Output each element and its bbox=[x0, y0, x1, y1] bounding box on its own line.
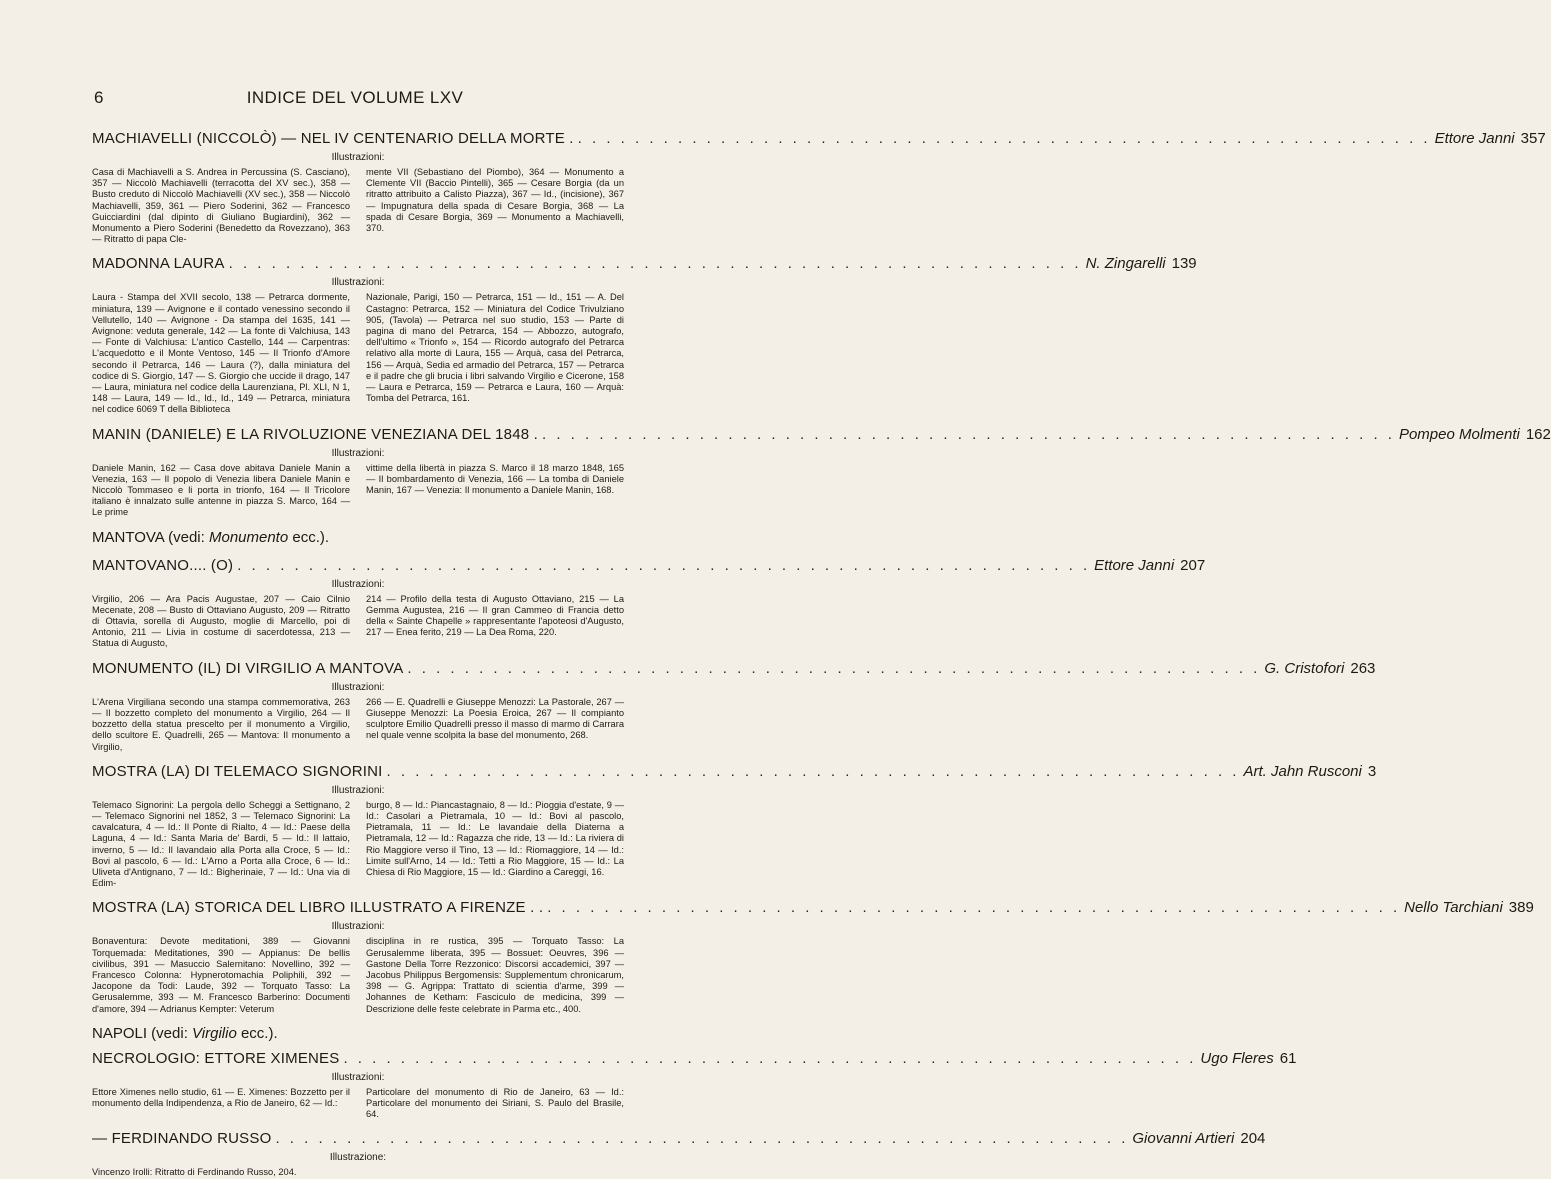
illustrations-left-column: Virgilio, 206 — Ara Pacis Augustae, 207 — Caio Cilnio Mecenate, 208 — Busto di Ottaviano Augusto, 209 — Ritratto di Ottavia, sorella di Augusto, moglie di Marcello, poi di Antonio, 211 — Livia in costume di sacerdotessa, 213 — Statua di Augusto, bbox=[92, 593, 350, 649]
illustrations-label: Illustrazioni: bbox=[331, 447, 385, 459]
illustrations-label: Illustrazioni: bbox=[331, 784, 385, 796]
entry-author: Ettore Janni bbox=[1434, 130, 1515, 147]
entry-title: MACHIAVELLI (NICCOLÒ) — NEL IV CENTENARIO DELLA MORTE . bbox=[92, 130, 574, 147]
entry-title-reference: Monumento bbox=[208, 528, 289, 546]
illustrations-right-column: Particolare del monumento di Rio de Janeiro, 63 — Id.: Particolare del monumento dei Siriani, S. Paulo del Brasile, 64. bbox=[366, 1086, 624, 1120]
entry-heading bbox=[92, 1049, 1297, 1068]
index-entry bbox=[92, 762, 1377, 890]
entry-author: G. Cristofori bbox=[1264, 659, 1345, 677]
entry-title: NECROLOGIO: ETTORE XIMENES bbox=[92, 1049, 340, 1067]
entry-page: 357 bbox=[1520, 130, 1546, 147]
index-entry bbox=[92, 898, 1534, 1014]
entry-page: 139 bbox=[1171, 255, 1197, 273]
index-entry bbox=[92, 659, 1376, 753]
illustrations-left-column: Bonaventura: Devote meditationi, 389 — Giovanni Torquemada: Meditationes, 390 — Appianus: De bellis civilibus, 391 — Masuccio Salernitano: Novellino, 392 — Francesco Colonna: Hypnerotomachia Poliphili, 392 — Jacopone da Todi: Laude, 392 — Torquato Tasso: La Gerusalemme, 393 — M. Francesco Barberino: Documenti d'amore, 394 — Adrianus Kempter: Veterum bbox=[92, 936, 350, 1014]
entry-title-reference: Virgilio bbox=[192, 1024, 237, 1042]
illustrations-right-column: 266 — E. Quadrelli e Giuseppe Menozzi: La Pastorale, 267 — Giuseppe Menozzi: La Poesia Eroica, 267 — Il compianto sculptore Emilio Quadrelli presso il masso di marmo di Carrara nel quale venne scolpita la base del monumento, 268. bbox=[366, 696, 624, 741]
entry-title: — FERDINANDO RUSSO bbox=[92, 1130, 272, 1148]
entry-author: Giovanni Artieri bbox=[1132, 1130, 1235, 1148]
entry-heading bbox=[92, 762, 1377, 781]
leader-dots: . . . . . . . . . . . . . . . . . . . . . . . . . . . . . . . . . . . . . . . . . . . . . . . . . . . . . . . . . . . . bbox=[228, 255, 1082, 273]
entry-author: Pompeo Molmenti bbox=[1398, 425, 1520, 443]
leader-dots: . . . . . . . . . . . . . . . . . . . . . . . . . . . . . . . . . . . . . . . . . . . . . . . . . . . . . . . . . . . . bbox=[407, 659, 1261, 677]
entry-heading bbox=[92, 556, 1206, 575]
illustrations-label: Illustrazioni: bbox=[331, 681, 385, 693]
page-number: 6 bbox=[94, 88, 104, 107]
index-entry bbox=[92, 1049, 1297, 1121]
leader-dots: . . . . . . . . . . . . . . . . . . . . . . . . . . . . . . . . . . . . . . . . . . . . . . . . . . . . . . . . . . . . bbox=[542, 425, 1395, 443]
entry-heading bbox=[92, 659, 1376, 678]
entry-title: MANTOVANO.... (O) bbox=[92, 556, 234, 574]
illustrations-right-column: disciplina in re rustica, 395 — Torquato Tasso: La Gerusalemme liberata, 395 — Bossuet: Oeuvres, 396 — Gastone Della Torre Rezzonico: Discorsi accademici, 397 — Jacobus Philippus Bergomensis: Supplementum chronicarum, 398 — G. Agrippa: Trattato di scientia d'arme, 399 — Johannes de Ketham: Fasciculo de medicina, 399 — Descrizione delle feste celebrate in Parma etc., 400. bbox=[366, 936, 624, 1014]
entry-author: Ettore Janni bbox=[1094, 556, 1175, 574]
illustrations-left-column: L'Arena Virgiliana secondo una stampa commemorativa, 263 — Il bozzetto completo del monumento a Virgilio, 264 — Il bozzetto della statua prescelto per il monumento a Virgilio, dello scultore E. Quadrelli, 265 — Mantova: Il monumento a Virgilio, bbox=[92, 696, 350, 752]
running-title: INDICE DEL VOLUME LXV bbox=[246, 88, 464, 107]
entry-page: 162 bbox=[1525, 425, 1551, 443]
entry-title: MOSTRA (LA) STORICA DEL LIBRO ILLUSTRATO A FIRENZE . . bbox=[92, 899, 544, 917]
illustrations-left-column: Ettore Ximenes nello studio, 61 — E. Ximenes: Bozzetto per il monumento della Indipendenza, a Rio de Janeiro, 62 — Id.: bbox=[92, 1086, 350, 1108]
cross-reference-entry bbox=[92, 1024, 624, 1043]
illustrations-left-column: Telemaco Signorini: La pergola dello Scheggi a Settignano, 2 — Telemaco Signorini nel 1852, 3 — Telemaco Signorini: La cavalcatura, 4 — Id.: Il Ponte di Rialto, 4 — Id.: Paese della Laguna, 4 — Id.: Santa Maria de' Bardi, 5 — Id.: Il lattaio, inverno, 5 — Id.: Il lavandaio alla Porta alla Croce, 5 — Id.: Bovi al pascolo, 6 — Id.: L'Arno a Porta alla Croce, 6 — Id.: Uliveta d'Antignano, 7 — Id.: Bigherinaie, 7 — Id.: Una via di Edim- bbox=[92, 799, 350, 889]
cross-reference-entry bbox=[92, 528, 624, 547]
illustrations-right-column: 214 — Profilo della testa di Augusto Ottaviano, 215 — La Gemma Augustea, 216 — Il gran Cammeo di Francia detto della « Sainte Chapelle » rappresentante l'apoteosi d'Augusto, 217 — Enea ferito, 219 — La Dea Roma, 220. bbox=[366, 593, 624, 638]
illustrations-list bbox=[92, 292, 624, 415]
entry-heading bbox=[92, 1024, 624, 1043]
entry-title: MADONNA LAURA bbox=[92, 255, 225, 273]
illustrations-list bbox=[92, 800, 624, 890]
illustrations-list bbox=[92, 1087, 624, 1121]
entry-title: MANIN (DANIELE) E LA RIVOLUZIONE VENEZIANA DEL 1848 . bbox=[92, 425, 539, 443]
index-entry bbox=[92, 1129, 1266, 1178]
index-entry bbox=[92, 254, 1197, 415]
illustrations-list: Vincenzo Irolli: Ritratto di Ferdinando Russo, 204. bbox=[92, 1167, 297, 1178]
illustrations-right-column: Nazionale, Parigi, 150 — Petrarca, 151 — Id., 151 — A. Del Castagno: Petrarca, 152 — Miniatura del Codice Trivulziano 905, (Tavola) — Petrarca nel suo studio, 153 — Parte di pagina di mano del Petrarca, 154 — Abbozzo, autografo, dell'ultimo « Trionfo », 154 — Ricordo autografo del Petrarca relativo alla morte di Laura, 155 — Arquà, casa del Petrarca, 156 — Arquà, Sedia ed armadio del Petrarca, 157 — Petrarca e il padre che gli brucia i libri salvando Virgilio e Cicerone, 158 — Laura e Petrarca, 159 — Petrarca e Laura, 160 — Arquà: Tomba del Petrarca, 161. bbox=[366, 292, 624, 404]
entry-title-suffix: ecc.). bbox=[236, 1024, 278, 1042]
entry-author: N. Zingarelli bbox=[1085, 255, 1166, 273]
illustrations-right-column: burgo, 8 — Id.: Piancastagnaio, 8 — Id.: Pioggia d'estate, 9 — Id.: Casolari a Pietramala, 10 — Id.: Bovi al pascolo, Pietramala, 11 — Id.: Le lavandaie della Diaterna a Pietramala, 12 — Id.: Ragazza che ride, 13 — Id.: La riviera di Rio Maggiore verso il Tino, 13 — Id.: Riomaggiore, 14 — Id.: Limite sull'Arno, 14 — Id.: Tetti a Rio Maggiore, 15 — Id.: La Chiesa di Rio Maggiore, 15 — Id.: Giardino a Careggi, 16. bbox=[366, 799, 624, 877]
illustrations-left-column: Casa di Machiavelli a S. Andrea in Percussina (S. Casciano), 357 — Niccolò Machiavelli (terracotta del XV sec.), 358 — Busto creduto di Niccolò Machiavelli (XV sec.), 358 — Niccolò Machiavelli, 359, 361 — Piero Soderini, 362 — Francesco Guicciardini (dal dipinto di Giuliano Bugiardini), 362 — Monumento a Piero Soderini (Benedetto da Rovezzano), 363 — Ritratto di papa Cle- bbox=[92, 167, 350, 245]
entry-title-prefix: NAPOLI (vedi: bbox=[92, 1024, 193, 1042]
entry-author: Art. Jahn Rusconi bbox=[1243, 762, 1362, 780]
leader-dots: . . . . . . . . . . . . . . . . . . . . . . . . . . . . . . . . . . . . . . . . . . . . . . . . . . . . . . . . . . . . bbox=[386, 762, 1240, 780]
index-entry bbox=[92, 425, 1551, 519]
leader-dots: . . . . . . . . . . . . . . . . . . . . . . . . . . . . . . . . . . . . . . . . . . . . . . . . . . . . . . . . . . . . bbox=[577, 130, 1431, 147]
illustrations-list bbox=[92, 167, 624, 245]
leader-dots: . . . . . . . . . . . . . . . . . . . . . . . . . . . . . . . . . . . . . . . . . . . . . . . . . . . . . . . . . . . . bbox=[343, 1049, 1197, 1067]
entry-heading bbox=[92, 254, 1197, 273]
leader-dots: . . . . . . . . . . . . . . . . . . . . . . . . . . . . . . . . . . . . . . . . . . . . . . . . . . . . . . . . . . . . bbox=[237, 556, 1091, 574]
illustrations-label: Illustrazioni: bbox=[331, 578, 385, 590]
illustrations-label: Illustrazioni: bbox=[331, 152, 385, 163]
illustrations-label: Illustrazioni: bbox=[331, 1071, 385, 1083]
entry-title: MONUMENTO (IL) DI VIRGILIO A MANTOVA bbox=[92, 659, 404, 677]
illustrations-right-column: mente VII (Sebastiano del Piombo), 364 — Monumento a Clemente VII (Baccio Pintelli), 365 — Cesare Borgia (da un ritratto attribuito a Calisto Piazza), 367 — Id., (incisione), 367 — Impugnatura della spada di Cesare Borgia, 368 — La spada di Cesare Borgia, 369 — Monumento a Machiavelli, 370. bbox=[366, 167, 624, 234]
entry-page: 61 bbox=[1279, 1049, 1297, 1067]
entry-heading bbox=[92, 898, 1534, 917]
entry-author: Nello Tarchiani bbox=[1404, 899, 1503, 917]
illustrations-list bbox=[92, 594, 624, 650]
entry-page: 3 bbox=[1367, 762, 1377, 780]
entry-heading bbox=[92, 1129, 1266, 1148]
leader-dots: . . . . . . . . . . . . . . . . . . . . . . . . . . . . . . . . . . . . . . . . . . . . . . . . . . . . . . . . . . . . bbox=[275, 1130, 1129, 1148]
entry-title: MOSTRA (LA) DI TELEMACO SIGNORINI bbox=[92, 762, 383, 780]
illustrations-label: Illustrazioni: bbox=[331, 277, 385, 289]
illustrations-left-column: Laura - Stampa del XVII secolo, 138 — Petrarca dormente, miniatura, 139 — Avignone e il contado venessino secondo il Vellutello, 140 — Avignone - Da stampa del 1635, 141 — Avignone: veduta generale, 142 — La fonte di Valchiusa, 143 — Fonte di Valchiusa: L'antico Castello, 144 — Carpentras: L'acquedotto e il Monte Ventoso, 145 — Il Trionfo d'Amore secondo il Petrarca, 146 — Laura (?), dalla miniatura del codice di S. Giorgio, 147 — S. Giorgio che uccide il drago, 147 — Laura, miniatura nel codice della Laurenziana, Pl. XLI, N 1, 148 — Laura, 149 — Id., Id., Id., 149 — Petrarca, miniatura nel codice 6069 T della Biblioteca bbox=[92, 292, 350, 415]
leader-dots: . . . . . . . . . . . . . . . . . . . . . . . . . . . . . . . . . . . . . . . . . . . . . . . . . . . . . . . . . . . . bbox=[547, 899, 1401, 917]
entry-page: 389 bbox=[1508, 899, 1534, 917]
entry-heading bbox=[92, 129, 1546, 148]
entry-page: 204 bbox=[1240, 1130, 1266, 1148]
index-entry bbox=[92, 556, 1206, 650]
entry-heading bbox=[92, 425, 1551, 444]
illustrations-label: Illustrazioni: bbox=[331, 921, 385, 933]
illustrations-list bbox=[92, 936, 624, 1014]
illustrations-list bbox=[92, 697, 624, 753]
illustrations-left-column: Daniele Manin, 162 — Casa dove abitava Daniele Manin a Venezia, 163 — Il popolo di Venezia libera Daniele Manin e Niccolò Tommaseo e li porta in trionfo, 164 — Il Tricolore italiano è innalzato sulle antenne in piazza S. Marco, 164 — Le prime bbox=[92, 462, 350, 518]
illustrations-list bbox=[92, 463, 624, 519]
entry-page: 263 bbox=[1350, 659, 1376, 677]
index-content bbox=[92, 120, 1551, 1179]
index-entry bbox=[92, 129, 1546, 245]
entry-page: 207 bbox=[1180, 556, 1206, 574]
entry-title-prefix: MANTOVA (vedi: bbox=[92, 528, 209, 546]
entry-heading bbox=[92, 528, 624, 547]
illustration-label: Illustrazione: bbox=[329, 1152, 387, 1164]
entry-title-suffix: ecc.). bbox=[288, 528, 330, 546]
illustrations-right-column: vittime della libertà in piazza S. Marco il 18 marzo 1848, 165 — Il bombardamento di Venezia, 166 — La tomba di Daniele Manin, 167 — Venezia: Il monumento a Daniele Manin, 168. bbox=[366, 462, 624, 496]
entry-author: Ugo Fleres bbox=[1200, 1049, 1274, 1067]
